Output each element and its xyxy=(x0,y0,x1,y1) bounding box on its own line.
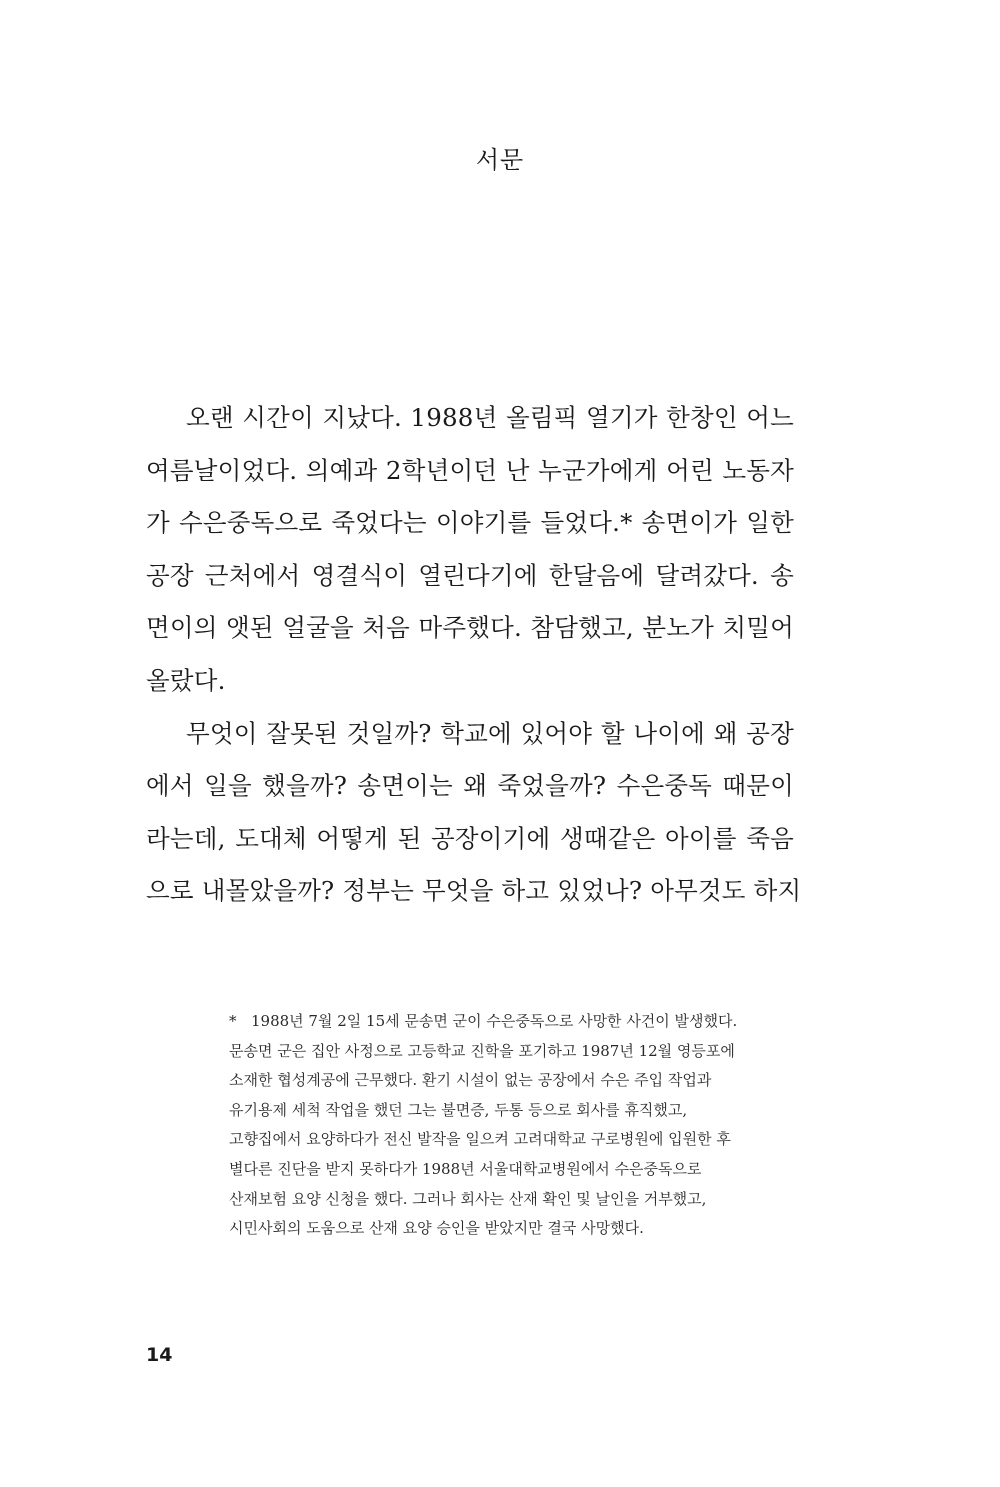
text-line: 면이의 앳된 얼굴을 처음 마주했다. 참담했고, 분노가 치밀어 xyxy=(146,613,794,643)
text-line: 올랐다. xyxy=(146,665,226,695)
text-line: 여름날이었다. 의예과 2학년이던 난 누군가에게 어린 노동자 xyxy=(146,455,794,485)
footnote-line: 유기용제 세척 작업을 했던 그는 불면증, 두통 등으로 회사를 휴직했고, xyxy=(229,1100,688,1119)
text-line: 라는데, 도대체 어떻게 된 공장이기에 생때같은 아이를 죽음 xyxy=(146,823,794,853)
footnote xyxy=(229,1007,794,1244)
body-text xyxy=(146,392,802,918)
text-line: 무엇이 잘못된 것일까? 학교에 있어야 할 나이에 왜 공장 xyxy=(186,718,794,748)
paragraph xyxy=(146,708,802,918)
page-number: 14 xyxy=(146,1344,173,1366)
footnote-line: 소재한 협성계공에 근무했다. 환기 시설이 없는 공장에서 수은 주입 작업과 xyxy=(229,1071,712,1090)
page-title: 서문 xyxy=(475,146,525,174)
footnote-line: 산재보험 요양 신청을 했다. 그러나 회사는 산재 확인 및 날인을 거부했고, xyxy=(229,1189,707,1208)
footnote-line: 문송면 군은 집안 사정으로 고등학교 진학을 포기하고 1987년 12월 영등포에 xyxy=(229,1041,735,1060)
footnote-text: 1988년 7월 2일 15세 문송면 군이 수은중독으로 사망한 사건이 발생했다. xyxy=(251,1012,738,1030)
footnote-line xyxy=(229,1007,794,1037)
footnote-mark: * xyxy=(229,1012,237,1030)
footnote-line: 별다른 진단을 받지 못하다가 1988년 서울대학교병원에서 수은중독으로 xyxy=(229,1159,702,1178)
text-line: 에서 일을 했을까? 송면이는 왜 죽었을까? 수은중독 때문이 xyxy=(146,771,794,801)
text-line: 오랜 시간이 지났다. 1988년 올림픽 열기가 한창인 어느 xyxy=(186,403,794,432)
text-line: 공장 근처에서 영결식이 열린다기에 한달음에 달려갔다. 송 xyxy=(146,560,794,590)
text-line: 가 수은중독으로 죽었다는 이야기를 들었다.* 송면이가 일한 xyxy=(146,508,794,538)
text-line: 으로 내몰았을까? 정부는 무엇을 하고 있었나? 아무것도 하지 xyxy=(146,876,802,906)
footnote-line: 고향집에서 요양하다가 전신 발작을 일으켜 고려대학교 구로병원에 입원한 후 xyxy=(229,1130,731,1149)
paragraph xyxy=(146,392,794,708)
footnote-line: 시민사회의 도움으로 산재 요양 승인을 받았지만 결국 사망했다. xyxy=(229,1219,644,1238)
